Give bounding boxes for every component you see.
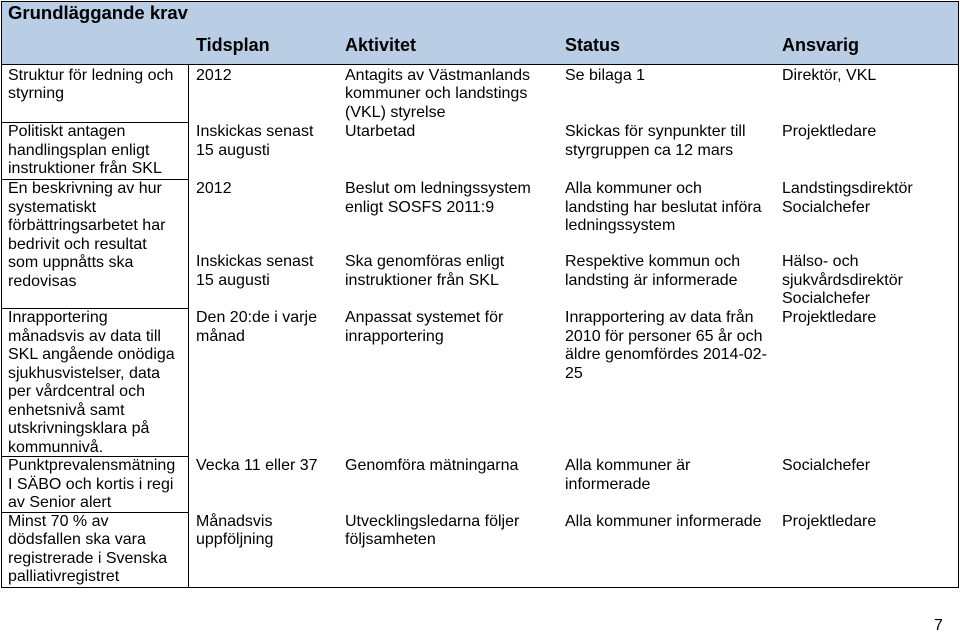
requirement-cell: Struktur för ledning och styrning: [8, 66, 174, 102]
tidsplan-cell: 2012: [196, 66, 232, 84]
column-header-ansvarig: Ansvarig: [782, 34, 860, 55]
ansvarig-cell: Direktör, VKL: [782, 66, 877, 84]
ansvarig-cell: Landstingsdirektör Socialchefer: [782, 180, 913, 216]
requirement-cell: Inrapportering månadsvis av data till SKL angående onödiga sjukhusvistelser, data per vårdcentral och enhetsnivå samt utskrivningsklara på kommunnivå.: [8, 309, 175, 456]
ansvarig-cell: Hälso- och sjukvårdsdirektör Socialchefer: [782, 253, 903, 307]
table-title: Grundläggande krav: [8, 2, 188, 23]
aktivitet-cell: Genomföra mätningarna: [345, 457, 519, 474]
status-cell: Skickas för synpunkter till styrgruppen ca 12 mars: [565, 123, 746, 159]
tidsplan-cell: Inskickas senast 15 augusti: [196, 253, 314, 289]
status-cell: Respektive kommun och landsting är informerade: [565, 253, 741, 289]
requirement-cell: Minst 70 % av dödsfallen ska vara registrerade i Svenska palliativregistret: [8, 512, 168, 585]
tidsplan-cell: Inskickas senast 15 augusti: [196, 123, 314, 159]
column-header-status: Status: [565, 34, 621, 55]
aktivitet-cell: Utvecklingsledarna följer följsamheten: [345, 512, 520, 548]
requirement-cell: Politiskt antagen handlingsplan enligt instruktioner från SKL: [8, 123, 162, 177]
ansvarig-cell: Projektledare: [782, 309, 877, 326]
aktivitet-cell: Ska genomföras enligt instruktioner från SKL: [345, 253, 505, 289]
tidsplan-cell: Vecka 11 eller 37: [196, 457, 318, 474]
status-cell: Se bilaga 1: [565, 66, 646, 84]
requirement-cell: Punktprevalensmätning I SÄBO och kortis i regi av Senior alert: [8, 457, 176, 511]
aktivitet-cell: Utarbetad: [345, 123, 416, 140]
status-cell: Inrapportering av data från 2010 för personer 65 år och äldre genomfördes 2014-02- 25: [565, 309, 767, 382]
ansvarig-cell: Socialchefer: [782, 457, 871, 474]
aktivitet-cell: Anpassat systemet för inrapportering: [345, 309, 504, 345]
column-header-tidsplan: Tidsplan: [196, 34, 270, 55]
status-cell: Alla kommuner informerade: [565, 512, 762, 530]
status-cell: Alla kommuner och landsting har beslutat införa ledningssystem: [565, 180, 762, 234]
ansvarig-cell: Projektledare: [782, 123, 877, 140]
page-number: 7: [934, 617, 943, 634]
column-header-aktivitet: Aktivitet: [345, 34, 417, 55]
tidsplan-cell: 2012: [196, 180, 232, 197]
requirement-cell: En beskrivning av hur systematiskt förbättringsarbetet har bedrivit och resultat som uppnåtts ska redovisas: [8, 180, 166, 290]
status-cell: Alla kommuner är informerade: [565, 457, 691, 493]
aktivitet-cell: Antagits av Västmanlands kommuner och landstings (VKL) styrelse: [345, 66, 530, 121]
tidsplan-cell: Månadsvis uppföljning: [196, 512, 274, 548]
tidsplan-cell: Den 20:de i varje månad: [196, 309, 317, 345]
column-divider: [188, 65, 189, 587]
ansvarig-cell: Projektledare: [782, 512, 877, 530]
aktivitet-cell: Beslut om ledningssystem enligt SOSFS 2011:9: [345, 180, 531, 216]
